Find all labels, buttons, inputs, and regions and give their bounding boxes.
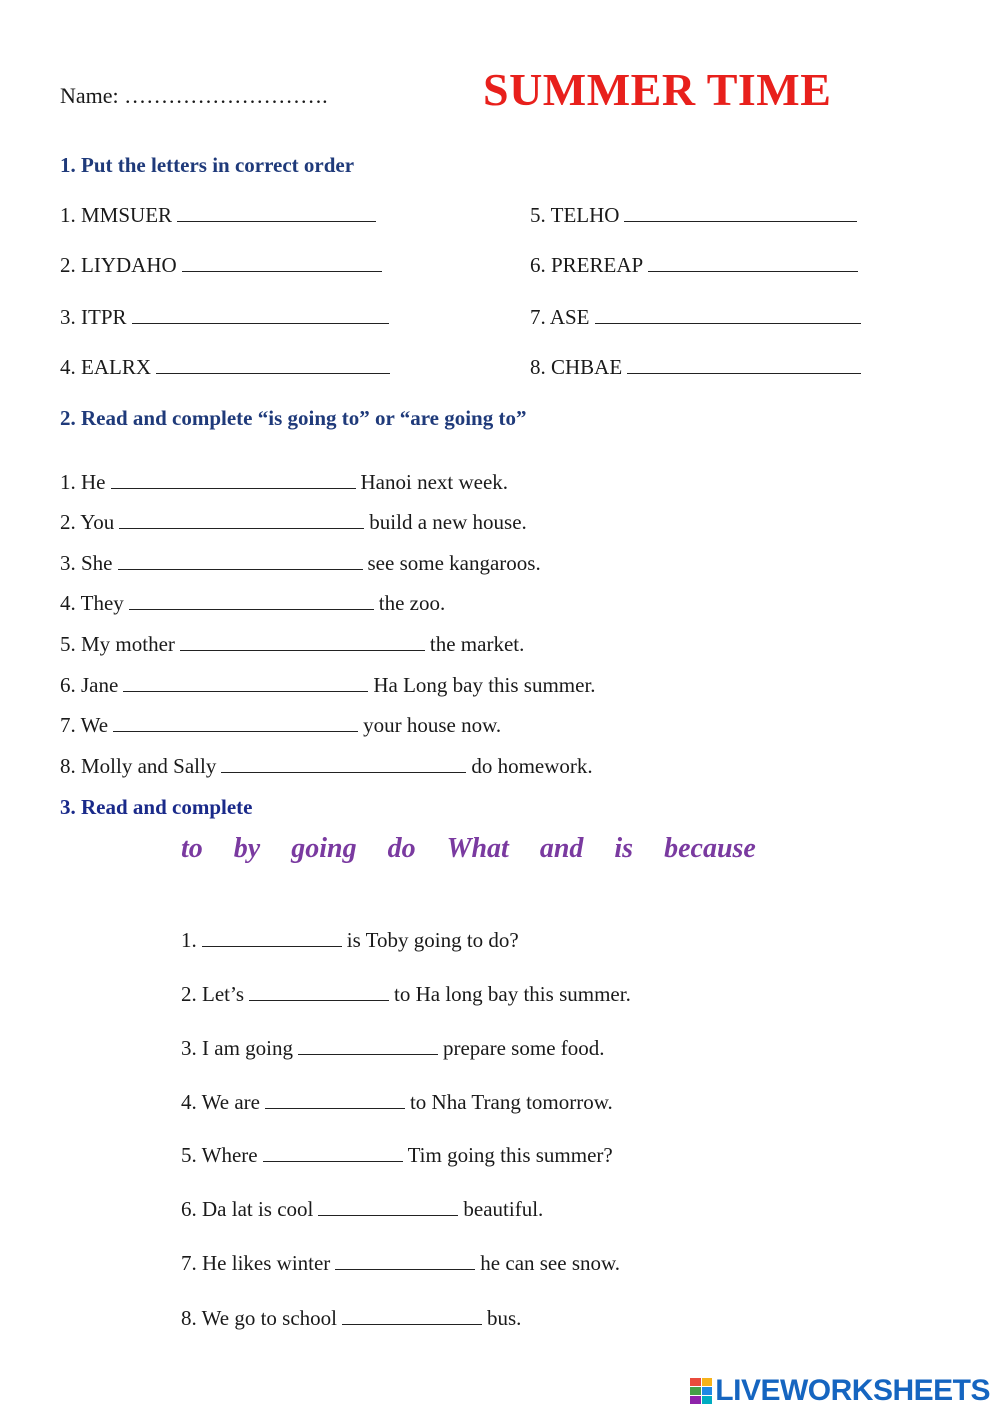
unscramble-word: 1. MMSUER	[60, 203, 173, 227]
answer-blank[interactable]	[624, 205, 857, 222]
answer-blank[interactable]	[118, 553, 363, 570]
sentence-end: Ha Long bay this summer.	[373, 673, 596, 697]
unscramble-item-1	[60, 203, 381, 228]
word-bank-item: do	[387, 833, 416, 864]
complete-item-5	[181, 1143, 613, 1168]
unscramble-item-4	[60, 355, 395, 380]
unscramble-item-8	[530, 355, 866, 380]
answer-blank[interactable]	[119, 512, 364, 529]
answer-blank[interactable]	[180, 634, 425, 651]
unscramble-item-7	[530, 305, 866, 330]
name-label: Name: ……………………….	[60, 83, 328, 108]
going-to-item-5	[60, 632, 524, 657]
section3-heading: 3. Read and complete	[60, 795, 253, 819]
word-bank-item: is	[614, 833, 634, 864]
sentence-start: 3. She	[60, 551, 113, 575]
unscramble-item-5	[530, 203, 862, 228]
logo-icon	[690, 1378, 712, 1404]
sentence-start: 6. Da lat is cool	[181, 1197, 314, 1221]
sentence-start: 8. We go to school	[181, 1306, 337, 1330]
unscramble-word: 7. ASE	[530, 305, 590, 329]
answer-blank[interactable]	[342, 1308, 482, 1325]
answer-blank[interactable]	[132, 307, 389, 324]
sentence-end: your house now.	[363, 713, 502, 737]
answer-blank[interactable]	[182, 255, 382, 272]
sentence-start: 4. We are	[181, 1090, 260, 1114]
answer-blank[interactable]	[335, 1253, 475, 1270]
sentence-end: bus.	[487, 1306, 522, 1330]
answer-blank[interactable]	[249, 984, 389, 1001]
unscramble-item-2	[60, 253, 387, 278]
sentence-end: is Toby going to do?	[346, 928, 519, 952]
going-to-item-7	[60, 713, 501, 738]
page-title: SUMMER TIME	[483, 64, 832, 115]
answer-blank[interactable]	[221, 756, 466, 773]
complete-item-2	[181, 982, 631, 1007]
sentence-end: do homework.	[471, 754, 593, 778]
complete-item-4	[181, 1090, 613, 1115]
answer-blank[interactable]	[123, 675, 368, 692]
answer-blank[interactable]	[648, 255, 858, 272]
sentence-end: see some kangaroos.	[367, 551, 541, 575]
complete-item-7	[181, 1251, 620, 1276]
word-bank-item: What	[446, 833, 509, 864]
going-to-item-6	[60, 673, 596, 698]
section2-heading: 2. Read and complete “is going to” or “are going to”	[60, 406, 527, 430]
complete-item-6	[181, 1197, 543, 1222]
answer-blank[interactable]	[113, 715, 358, 732]
unscramble-word: 3. ITPR	[60, 305, 127, 329]
going-to-item-4	[60, 591, 445, 616]
sentence-start: 4. They	[60, 591, 124, 615]
sentence-end: the zoo.	[378, 591, 446, 615]
sentence-end: the market.	[429, 632, 525, 656]
answer-blank[interactable]	[627, 357, 861, 374]
answer-blank[interactable]	[177, 205, 376, 222]
unscramble-word: 4. EALRX	[60, 355, 151, 379]
sentence-start: 5. Where	[181, 1143, 258, 1167]
answer-blank[interactable]	[263, 1145, 403, 1162]
sentence-end: build a new house.	[369, 510, 527, 534]
sentence-end: Hanoi next week.	[360, 470, 509, 494]
complete-item-8	[181, 1306, 521, 1331]
unscramble-word: 8. CHBAE	[530, 355, 623, 379]
answer-blank[interactable]	[595, 307, 861, 324]
answer-blank[interactable]	[129, 593, 374, 610]
going-to-item-8	[60, 754, 593, 779]
sentence-start: 2. You	[60, 510, 115, 534]
liveworksheets-logo[interactable]	[690, 1374, 990, 1408]
section1-heading: 1. Put the letters in correct order	[60, 153, 355, 177]
unscramble-item-3	[60, 305, 394, 330]
complete-item-3	[181, 1036, 605, 1061]
sentence-start: 7. He likes winter	[181, 1251, 331, 1275]
sentence-end: beautiful.	[463, 1197, 544, 1221]
logo-text: LIVEWORKSHEETS	[715, 1374, 990, 1407]
sentence-start: 2. Let’s	[181, 982, 244, 1006]
unscramble-word: 6. PREREAP	[530, 253, 644, 277]
sentence-start: 1. He	[60, 470, 106, 494]
answer-blank[interactable]	[298, 1038, 438, 1055]
complete-item-1	[181, 928, 519, 953]
word-bank-item: going	[291, 833, 357, 864]
sentence-start: 3. I am going	[181, 1036, 293, 1060]
sentence-end: to Nha Trang tomorrow.	[409, 1090, 613, 1114]
going-to-item-2	[60, 510, 527, 535]
unscramble-word: 5. TELHO	[530, 203, 620, 227]
sentence-end: to Ha long bay this summer.	[394, 982, 631, 1006]
word-bank-item: to	[181, 833, 203, 864]
unscramble-item-6	[530, 253, 863, 278]
sentence-end: prepare some food.	[442, 1036, 605, 1060]
going-to-item-3	[60, 551, 541, 576]
answer-blank[interactable]	[265, 1092, 405, 1109]
sentence-end: he can see snow.	[480, 1251, 621, 1275]
sentence-start: 7. We	[60, 713, 109, 737]
answer-blank[interactable]	[156, 357, 390, 374]
word-bank-item: by	[233, 833, 261, 864]
word-bank-item: and	[539, 833, 584, 864]
unscramble-word: 2. LIYDAHO	[60, 253, 177, 277]
sentence-start: 6. Jane	[60, 673, 119, 697]
answer-blank[interactable]	[111, 472, 356, 489]
word-bank-item: because	[664, 833, 756, 864]
sentence-start: 5. My mother	[60, 632, 175, 656]
going-to-item-1	[60, 470, 508, 495]
sentence-start: 1.	[181, 928, 197, 952]
sentence-end: Tim going this summer?	[407, 1143, 613, 1167]
sentence-start: 8. Molly and Sally	[60, 754, 217, 778]
word-bank	[181, 833, 787, 865]
answer-blank[interactable]	[202, 930, 342, 947]
answer-blank[interactable]	[318, 1199, 458, 1216]
